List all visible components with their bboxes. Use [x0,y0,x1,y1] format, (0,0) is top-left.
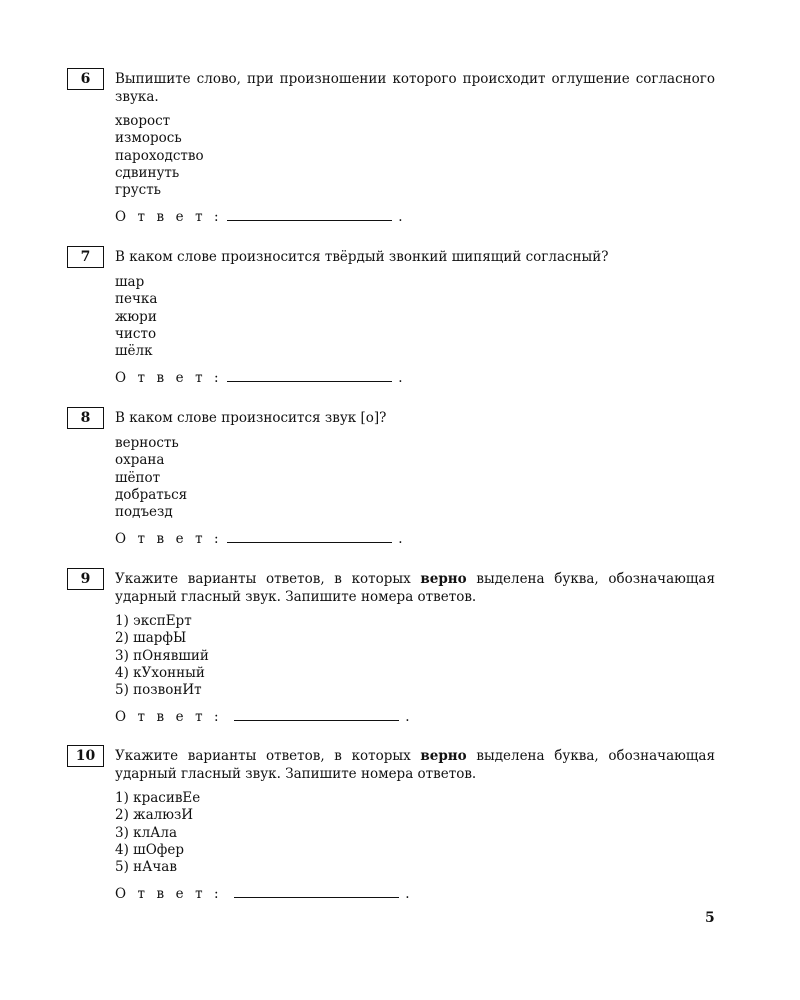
task-number-box: 10 [67,745,104,767]
answer-label: О т в е т : [115,886,223,902]
options-list [115,274,157,360]
answer-dot: . [398,209,403,225]
answer-field[interactable] [234,883,399,898]
answer-label: О т в е т : [115,370,223,386]
answer-dot: . [398,531,403,547]
answer-dot: . [398,370,403,386]
option: шар [115,274,145,290]
option: хворост [115,113,171,129]
answer-dot: . [405,886,410,902]
options-list [115,435,187,521]
option: изморось [115,130,182,147]
option: 5) нАчав [115,859,177,876]
options-list [115,113,204,199]
answer-field[interactable] [234,706,399,721]
question-text [115,747,715,783]
option: грусть [115,182,162,199]
option: 2) жалюзИ [115,807,194,824]
answer-field[interactable] [227,367,392,382]
options-list [115,613,209,699]
answer-label: О т в е т : [115,709,223,725]
question-text [115,570,715,606]
answer-field[interactable] [227,206,392,221]
task-number-box: 6 [67,68,104,90]
answer-label: О т в е т : [115,531,223,547]
question-text: В каком слове произносится твёрдый звонкий шипящий согласный? [115,249,609,265]
option: шёпот [115,469,161,486]
options-list [115,790,200,876]
question-text-part: выделена буква, обозначающая ударный гласный звук. Запишите номера ответов. [115,571,715,605]
option: 4) шОфер [115,841,184,858]
question-text-part: Укажите варианты ответов, в которых [115,748,421,764]
option: 3) пОнявший [115,647,209,664]
task-number-box: 8 [67,407,104,429]
answer-row [115,367,403,386]
option: подъезд [115,504,173,521]
option: шёлк [115,343,153,360]
question-emphasis: верно [420,748,467,764]
option: чисто [115,325,157,342]
option: верность [115,435,179,451]
answer-row [115,206,403,225]
option: сдвинуть [115,164,180,181]
option: 2) шарфЫ [115,630,187,647]
option: охрана [115,452,165,469]
task-number-box: 7 [67,246,104,268]
question-text: В каком слове произносится звук [о]? [115,410,387,426]
option: жюри [115,308,157,325]
option: добраться [115,486,188,503]
option: 1) красивЕе [115,790,201,806]
option: пароходство [115,147,204,164]
question-emphasis: верно [420,571,467,587]
question-text-part: Укажите варианты ответов, в которых [115,571,421,587]
question-text: Выпишите слово, при произношении которого происходит оглушение согласного звука. [115,71,715,105]
answer-row [115,883,410,902]
option: печка [115,291,158,308]
page-number: 5 [705,910,715,926]
option: 5) позвонИт [115,682,202,699]
answer-label: О т в е т : [115,209,223,225]
option: 3) клАла [115,824,178,841]
option: 4) кУхонный [115,664,205,681]
answer-dot: . [405,709,410,725]
answer-row [115,706,410,725]
answer-row [115,528,403,547]
task-number-box: 9 [67,568,104,590]
option: 1) экспЕрт [115,613,192,629]
answer-field[interactable] [227,528,392,543]
question-text-part: выделена буква, обозначающая ударный гласный звук. Запишите номера ответов. [115,748,715,782]
